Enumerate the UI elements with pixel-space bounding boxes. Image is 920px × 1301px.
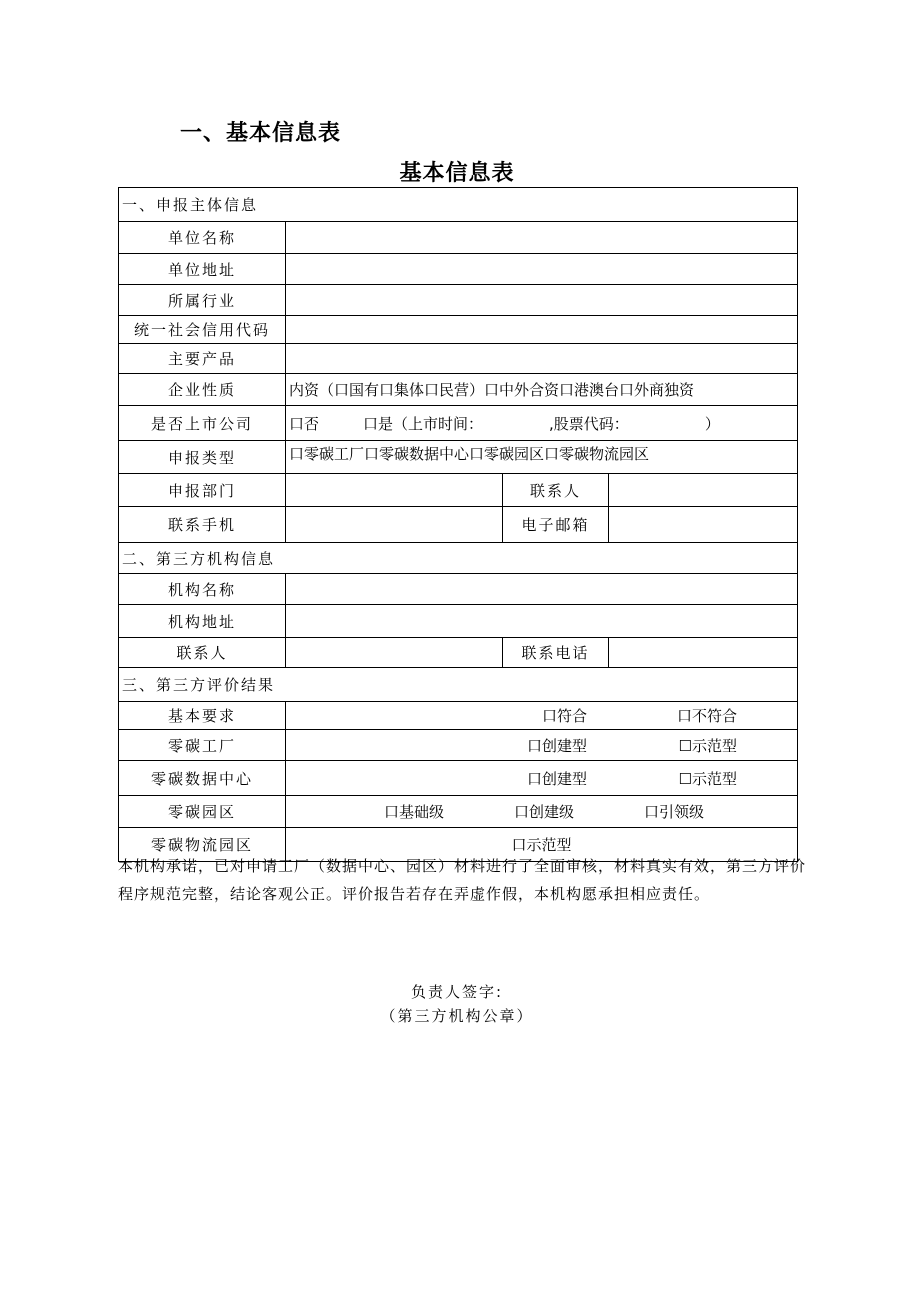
signature-block bbox=[0, 980, 914, 1028]
label-basic-requirements: 基本要求 bbox=[119, 702, 286, 730]
field-main-products[interactable] bbox=[286, 344, 798, 374]
field-unit-name[interactable] bbox=[286, 222, 798, 254]
option-logistics-demonstration[interactable]: 口示范型 bbox=[511, 836, 572, 854]
option-datacenter-creation[interactable]: 口创建型 bbox=[526, 769, 587, 788]
field-industry[interactable] bbox=[286, 285, 798, 316]
table-title: 基本信息表 bbox=[399, 161, 515, 186]
label-email: 电子邮箱 bbox=[503, 507, 609, 543]
label-org-contact-phone: 联系电话 bbox=[503, 638, 609, 668]
field-org-contact-person[interactable] bbox=[286, 638, 503, 668]
label-credit-code: 统一社会信用代码 bbox=[119, 316, 286, 344]
label-main-products: 主要产品 bbox=[119, 344, 286, 374]
label-unit-address: 单位地址 bbox=[119, 254, 286, 285]
label-contact-person: 联系人 bbox=[503, 474, 609, 507]
label-org-contact-person: 联系人 bbox=[119, 638, 286, 668]
option-park-basic[interactable]: 口基础级 bbox=[383, 803, 444, 821]
field-enterprise-type[interactable]: 内资（口国有口集体口民营）口中外合资口港澳台口外商独资 bbox=[286, 374, 798, 406]
option-park-creation[interactable]: 口创建级 bbox=[513, 803, 574, 821]
stock-code-label: ,股票代码： bbox=[549, 414, 629, 433]
field-zero-carbon-park bbox=[286, 796, 798, 828]
option-datacenter-demonstration[interactable]: ☐示范型 bbox=[678, 769, 737, 788]
option-park-leading[interactable]: 口引领级 bbox=[643, 803, 704, 821]
field-phone[interactable] bbox=[286, 507, 503, 543]
official-seal-line: （第三方机构公章） bbox=[380, 1007, 534, 1025]
label-listed: 是否上市公司 bbox=[119, 406, 286, 441]
section-third-party-header: 二、第三方机构信息 bbox=[119, 543, 798, 574]
listed-no-option[interactable]: 口否 bbox=[289, 414, 320, 433]
field-org-name[interactable] bbox=[286, 574, 798, 605]
label-application-type: 申报类型 bbox=[119, 441, 286, 474]
field-application-type[interactable]: 口零碳工厂口零碳数据中心口零碳园区口零碳物流园区 bbox=[286, 441, 798, 474]
label-zero-carbon-datacenter: 零碳数据中心 bbox=[119, 761, 286, 796]
field-zero-carbon-datacenter bbox=[286, 761, 798, 796]
option-factory-creation[interactable]: 口创建型 bbox=[526, 736, 587, 755]
label-org-name: 机构名称 bbox=[119, 574, 286, 605]
label-zero-carbon-park: 零碳园区 bbox=[119, 796, 286, 828]
label-zero-carbon-factory: 零碳工厂 bbox=[119, 730, 286, 761]
field-department[interactable] bbox=[286, 474, 503, 507]
listed-close-paren: ） bbox=[704, 414, 720, 433]
field-contact-person[interactable] bbox=[609, 474, 798, 507]
label-org-address: 机构地址 bbox=[119, 605, 286, 638]
signature-line: 负责人签字: bbox=[410, 983, 504, 1001]
listed-yes-option[interactable]: 口是（上市时间： bbox=[363, 414, 484, 433]
label-industry: 所属行业 bbox=[119, 285, 286, 316]
label-phone: 联系手机 bbox=[119, 507, 286, 543]
section-applicant-header: 一、申报主体信息 bbox=[119, 188, 798, 222]
label-zero-carbon-logistics: 零碳物流园区 bbox=[119, 828, 286, 862]
commitment-statement: 本机构承诺，已对申请工厂（数据中心、园区）材料进行了全面审核，材料真实有效，第三方评价程序规范完整，结论客观公正。评价报告若存在弄虚作假，本机构愿承担相应责任。 bbox=[118, 857, 807, 903]
field-zero-carbon-factory bbox=[286, 730, 798, 761]
section-heading: 一、基本信息表 bbox=[180, 121, 342, 146]
field-listed[interactable] bbox=[286, 406, 798, 441]
field-unit-address[interactable] bbox=[286, 254, 798, 285]
field-org-contact-phone[interactable] bbox=[609, 638, 798, 668]
label-enterprise-type: 企业性质 bbox=[119, 374, 286, 406]
option-factory-demonstration[interactable]: ☐示范型 bbox=[678, 736, 737, 755]
field-credit-code[interactable] bbox=[286, 316, 798, 344]
basic-info-table bbox=[118, 187, 798, 862]
label-department: 申报部门 bbox=[119, 474, 286, 507]
field-basic-requirements bbox=[286, 702, 798, 730]
option-not-conform[interactable]: 口不符合 bbox=[676, 707, 737, 725]
label-unit-name: 单位名称 bbox=[119, 222, 286, 254]
option-conform[interactable]: 口符合 bbox=[541, 707, 587, 725]
field-email[interactable] bbox=[609, 507, 798, 543]
field-org-address[interactable] bbox=[286, 605, 798, 638]
section-evaluation-header: 三、第三方评价结果 bbox=[119, 668, 798, 702]
